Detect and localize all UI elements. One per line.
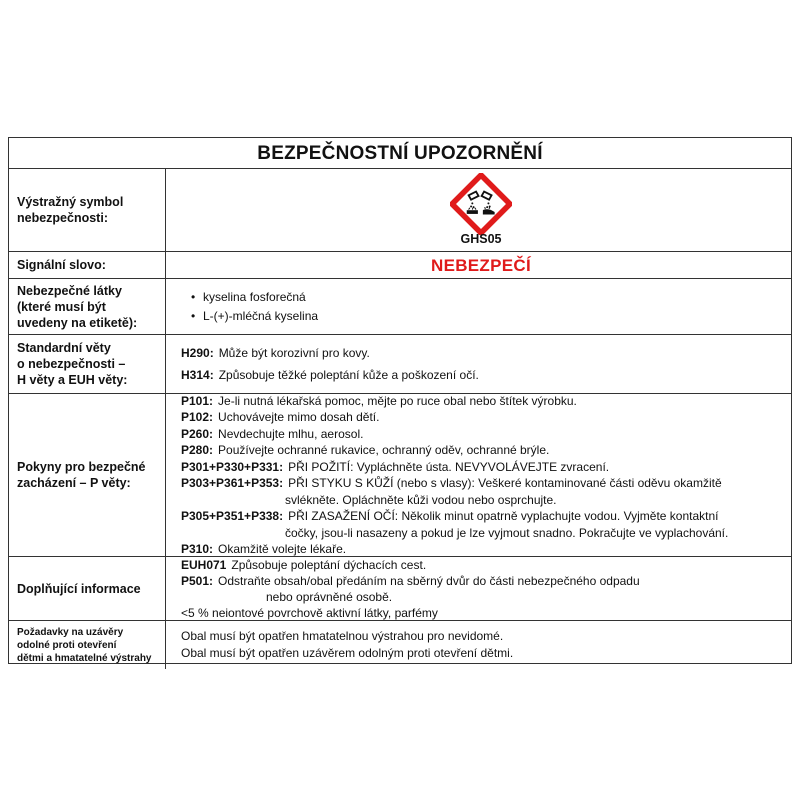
row-signal-word [9,252,791,279]
safety-warning-table [8,137,792,664]
row-hazard-symbol [9,169,791,252]
list-item: • kyselina fosforečná [191,288,781,307]
row-h-statements [9,335,791,394]
h-statements-cell [166,335,791,393]
label-h-statements: Standardní věty o nebezpečnosti – H věty a EUH věty: [9,335,166,393]
list-item: • L-(+)-mléčná kyselina [191,307,781,326]
p-statement: P305+P351+P338: PŘI ZASAŽENÍ OČÍ: Několik minut opatrně vyplachujte vodou. Vyjměte kontaktní [181,509,719,523]
p-statement: P303+P361+P353: PŘI STYKU S KŮŽÍ (nebo s vlasy): Veškeré kontaminované části oděvu okamžitě [181,476,722,490]
label-p-statements: Pokyny pro bezpečné zacházení – P věty: [9,394,166,556]
label-supplementary-info: Doplňující informace [9,557,166,620]
signal-word: NEBEZPEČÍ [431,255,531,275]
row-child-resistant [9,621,791,669]
p-statement: P501: Odstraňte obsah/obal předáním na sběrný dvůr do části nebezpečného odpadu [181,573,640,588]
substance-list [181,288,781,326]
child-closure-text: Obal musí být opatřen uzávěrem odolným proti otevření dětmi. [181,646,514,660]
hazardous-substances-cell [166,279,791,334]
child-resistant-cell [166,621,791,669]
row-p-statements [9,394,791,557]
h-statement: H314: Způsobuje těžké poleptání kůže a poškození očí. [181,368,479,382]
label-hazard-symbol: Výstražný symbol nebezpečnosti: [9,169,166,251]
hazard-symbol-cell [166,169,791,251]
signal-word-cell [166,252,791,278]
label-child-resistant: Požadavky na uzávěry odolné proti otevření dětmi a hmatatelné výstrahy [9,621,166,669]
ingredients-note: <5 % neiontové povrchově aktivní látky, parfémy [181,605,438,620]
p-statements-cell [166,394,791,556]
row-supplementary-info [9,557,791,621]
label-hazardous-substances: Nebezpečné látky (které musí být uvedeny na etiketě): [9,279,166,334]
supplementary-info-cell [166,557,791,620]
p-statement: P260: Nevdechujte mlhu, aerosol. [181,426,364,441]
p-statement-continuation: nebo oprávněné osobě. [266,589,393,604]
ghs-code: GHS05 [460,232,502,246]
corrosion-icon [450,173,512,235]
tactile-warning-text: Obal musí být opatřen hmatatelnou výstrahou pro nevidomé. [181,629,504,643]
p-statement-continuation: čočky, jsou-li nasazeny a pokud je lze vyjmout snadno. Pokračujte ve vyplachování. [285,525,729,540]
label-signal-word: Signální slovo: [9,252,166,278]
table-title: BEZPEČNOSTNÍ UPOZORNĚNÍ [9,138,791,169]
row-hazardous-substances [9,279,791,335]
h-statement: H290: Může být korozivní pro kovy. [181,346,370,360]
p-statement: P301+P330+P331: PŘI POŽITÍ: Vypláchněte ústa. NEVYVOLÁVEJTE zvracení. [181,459,610,474]
p-statement: P102: Uchovávejte mimo dosah dětí. [181,410,380,424]
p-statement: P310: Okamžitě volejte lékaře. [181,542,347,556]
euh-statement: EUH071 Způsobuje poleptání dýchacích cest. [181,557,427,572]
p-statement: P101: Je-li nutná lékařská pomoc, mějte po ruce obal nebo štítek výrobku. [181,393,577,408]
p-statement-continuation: svlékněte. Opláchněte kůži vodou nebo osprchujte. [285,492,557,507]
p-statement: P280: Používejte ochranné rukavice, ochranný oděv, ochranné brýle. [181,443,550,457]
